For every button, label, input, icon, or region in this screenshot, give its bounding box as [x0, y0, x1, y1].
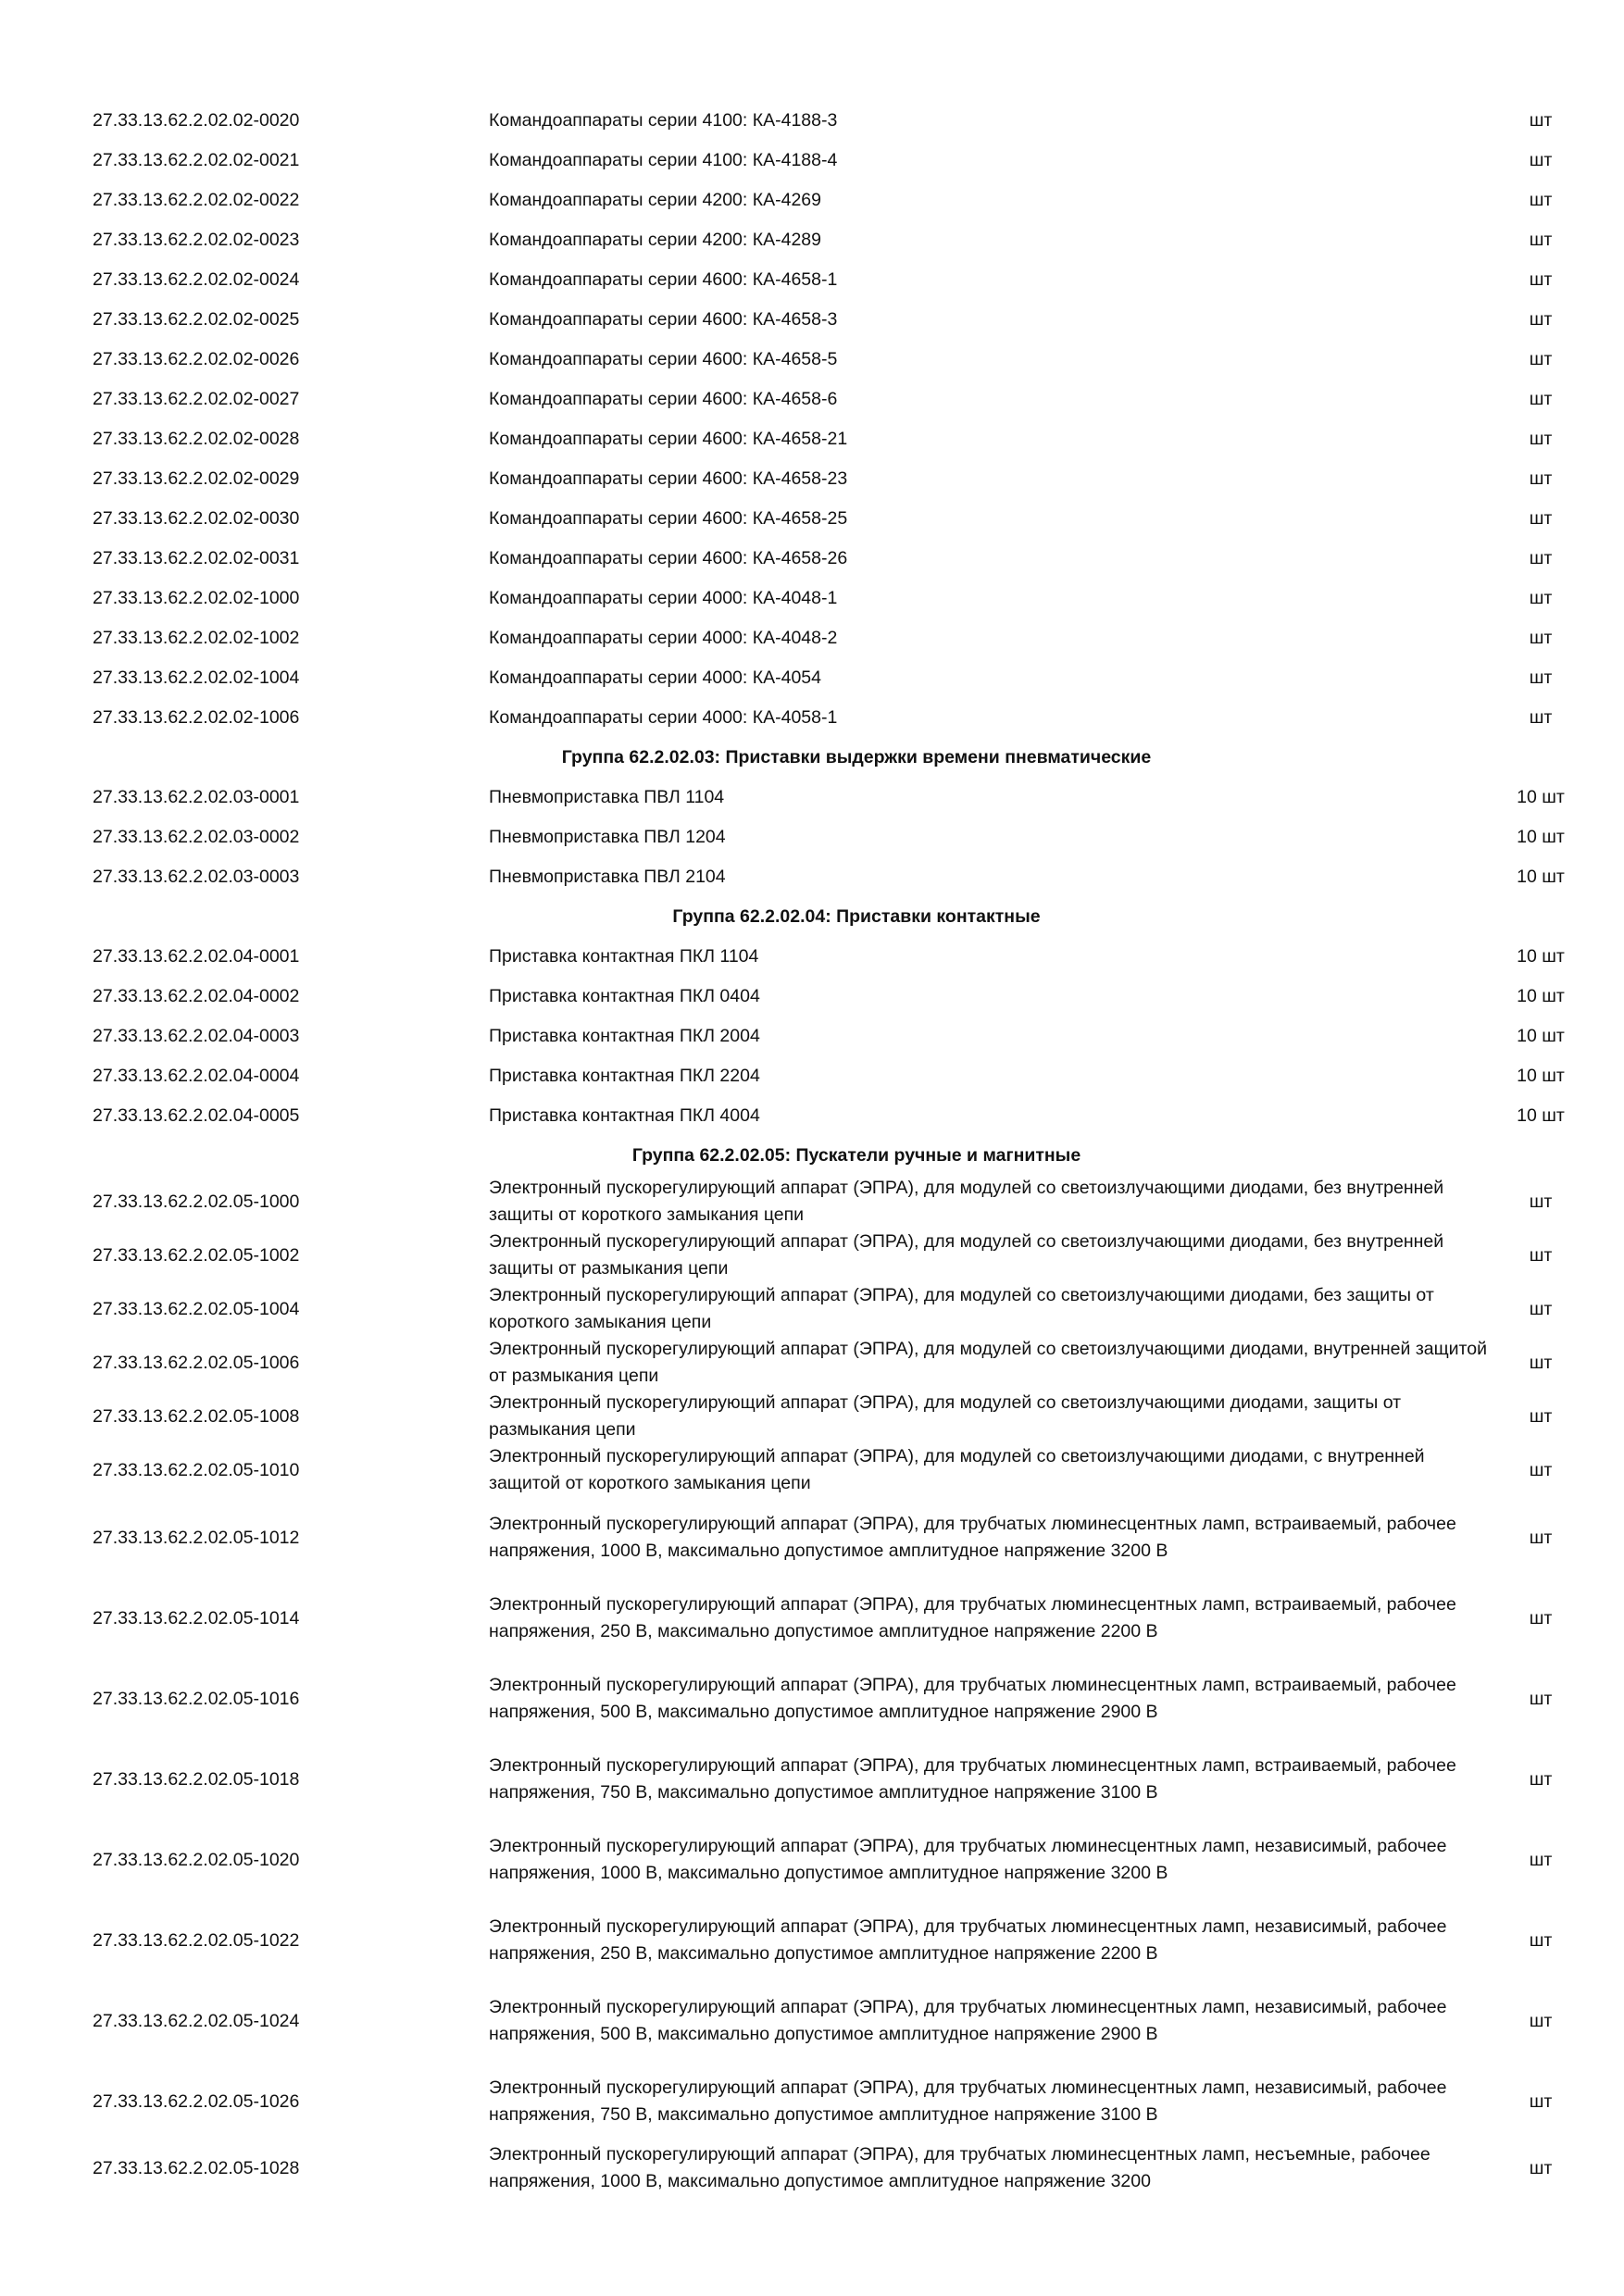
item-name: Электронный пускорегулирующий аппарат (ЭПРА), для модулей со светоизлучающими диодами, без внутренней защиты от размыкания цепи — [489, 1231, 1444, 1279]
item-code: 27.33.13.62.2.02.04-0002 — [93, 985, 300, 1006]
item-name: Электронный пускорегулирующий аппарат (ЭПРА), для модулей со светоизлучающими диодами, с внутренней защитой от короткого замыкания цепи — [489, 1446, 1425, 1493]
table-row — [93, 1443, 1583, 1497]
table-row — [93, 1390, 1583, 1443]
item-name: Приставка контактная ПКЛ 4004 — [489, 1104, 760, 1126]
item-code: 27.33.13.62.2.02.03-0003 — [93, 866, 300, 887]
item-name: Электронный пускорегулирующий аппарат (ЭПРА), для модулей со светоизлучающими диодами, без защиты от короткого замыкания цепи — [489, 1285, 1434, 1332]
item-code: 27.33.13.62.2.02.05-1028 — [93, 2158, 300, 2178]
item-unit: шт — [1529, 2158, 1553, 2178]
item-name: Командоаппараты серии 4000: КА-4054 — [489, 667, 821, 688]
item-name: Электронный пускорегулирующий аппарат (ЭПРА), для трубчатых люминесцентных ламп, независимый, рабочее напряжения, 500 В, максимально допустимое амплитудное напряжение 2900 В — [489, 1996, 1447, 2044]
table-row — [93, 1282, 1583, 1336]
table-row — [93, 856, 1583, 896]
item-code: 27.33.13.62.2.02.05-1020 — [93, 1849, 300, 1870]
item-unit: шт — [1529, 229, 1553, 250]
item-unit: 10 шт — [1517, 1065, 1565, 1086]
item-name: Приставка контактная ПКЛ 2004 — [489, 1025, 760, 1046]
item-name: Пневмоприставка ПВЛ 2104 — [489, 866, 726, 887]
item-name: Командоаппараты серии 4000: КА-4048-1 — [489, 587, 838, 608]
item-unit: шт — [1529, 2090, 1553, 2112]
table-row — [93, 1578, 1583, 1658]
item-code: 27.33.13.62.2.02.05-1002 — [93, 1245, 300, 1266]
table-row — [93, 1016, 1583, 1055]
item-name: Командоаппараты серии 4600: КА-4658-1 — [489, 268, 838, 290]
item-name: Приставка контактная ПКЛ 2204 — [489, 1065, 760, 1086]
group-header-row — [93, 896, 1583, 936]
table-row — [93, 219, 1583, 259]
table-row — [93, 498, 1583, 538]
item-name: Командоаппараты серии 4600: КА-4658-25 — [489, 507, 848, 529]
item-unit: шт — [1529, 1929, 1553, 1951]
item-name: Электронный пускорегулирующий аппарат (ЭПРА), для трубчатых люминесцентных ламп, независимый, рабочее напряжения, 750 В, максимально допустимое амплитудное напряжение 3100 В — [489, 2077, 1447, 2125]
item-unit: шт — [1529, 587, 1553, 608]
table-row — [93, 1497, 1583, 1578]
item-code: 27.33.13.62.2.02.04-0001 — [93, 945, 300, 967]
item-code: 27.33.13.62.2.02.05-1018 — [93, 1768, 300, 1790]
item-unit: шт — [1529, 388, 1553, 409]
table-row — [93, 936, 1583, 976]
table-row — [93, 697, 1583, 737]
table-row — [93, 299, 1583, 339]
table-row — [93, 180, 1583, 219]
item-code: 27.33.13.62.2.02.05-1008 — [93, 1406, 300, 1427]
item-unit: шт — [1529, 1460, 1553, 1480]
item-unit: шт — [1529, 1849, 1553, 1870]
item-unit: шт — [1529, 1607, 1553, 1628]
item-unit: шт — [1529, 308, 1553, 330]
table-row — [93, 458, 1583, 498]
item-code: 27.33.13.62.2.02.02-0020 — [93, 109, 300, 131]
item-code: 27.33.13.62.2.02.02-0024 — [93, 268, 300, 290]
item-name: Электронный пускорегулирующий аппарат (ЭПРА), для трубчатых люминесцентных ламп, независимый, рабочее напряжения, 250 В, максимально допустимое амплитудное напряжение 2200 В — [489, 1915, 1447, 1964]
item-name: Командоаппараты серии 4600: КА-4658-21 — [489, 428, 848, 449]
item-name: Командоаппараты серии 4000: КА-4058-1 — [489, 706, 838, 728]
table-row — [93, 2061, 1583, 2141]
item-code: 27.33.13.62.2.02.05-1014 — [93, 1607, 300, 1628]
item-name: Электронный пускорегулирующий аппарат (ЭПРА), для трубчатых люминесцентных ламп, несъемные, рабочее напряжения, 1000 В, максимально допустимое амплитудное напряжение 3200 — [489, 2144, 1430, 2191]
item-code: 27.33.13.62.2.02.02-0027 — [93, 388, 300, 409]
item-code: 27.33.13.62.2.02.02-0021 — [93, 149, 300, 170]
item-code: 27.33.13.62.2.02.03-0002 — [93, 826, 300, 847]
item-code: 27.33.13.62.2.02.02-0029 — [93, 468, 300, 489]
group-title: Группа 62.2.02.03: Приставки выдержки времени пневматические — [561, 746, 1152, 767]
table-row — [93, 1095, 1583, 1135]
table-row — [93, 538, 1583, 578]
item-name: Электронный пускорегулирующий аппарат (ЭПРА), для модулей со светоизлучающими диодами, без внутренней защиты от короткого замыкания цепи — [489, 1178, 1444, 1225]
item-code: 27.33.13.62.2.02.02-0028 — [93, 428, 300, 449]
table-row — [93, 1336, 1583, 1390]
item-unit: шт — [1529, 1299, 1553, 1319]
item-code: 27.33.13.62.2.02.02-0031 — [93, 547, 300, 568]
item-unit: шт — [1529, 507, 1553, 529]
table-row — [93, 418, 1583, 458]
item-code: 27.33.13.62.2.02.02-0026 — [93, 348, 300, 369]
table-row — [93, 259, 1583, 299]
item-code: 27.33.13.62.2.02.05-1016 — [93, 1688, 300, 1709]
item-name: Командоаппараты серии 4000: КА-4048-2 — [489, 627, 838, 648]
item-code: 27.33.13.62.2.02.05-1010 — [93, 1460, 300, 1480]
item-unit: шт — [1529, 149, 1553, 170]
item-name: Приставка контактная ПКЛ 0404 — [489, 985, 760, 1006]
item-code: 27.33.13.62.2.02.05-1026 — [93, 2090, 300, 2112]
item-unit: шт — [1529, 109, 1553, 131]
item-unit: шт — [1529, 547, 1553, 568]
item-name: Электронный пускорегулирующий аппарат (ЭПРА), для трубчатых люминесцентных ламп, независимый, рабочее напряжения, 1000 В, максимально допустимое амплитудное напряжение 3200 В — [489, 1835, 1447, 1883]
group-title: Группа 62.2.02.04: Приставки контактные — [672, 905, 1041, 927]
item-unit: шт — [1529, 428, 1553, 449]
item-name: Электронный пускорегулирующий аппарат (ЭПРА), для трубчатых люминесцентных ламп, встраиваемый, рабочее напряжения, 1000 В, максимально допустимое амплитудное напряжение 3200 В — [489, 1513, 1456, 1561]
item-name: Командоаппараты серии 4600: КА-4658-26 — [489, 547, 848, 568]
catalog-body — [93, 100, 1583, 2195]
item-unit: 10 шт — [1517, 985, 1565, 1006]
item-unit: шт — [1529, 468, 1553, 489]
item-name: Командоаппараты серии 4200: КА-4289 — [489, 229, 821, 250]
table-row — [93, 1819, 1583, 1900]
item-name: Электронный пускорегулирующий аппарат (ЭПРА), для трубчатых люминесцентных ламп, встраиваемый, рабочее напряжения, 750 В, максимально допустимое амплитудное напряжение 3100 В — [489, 1754, 1456, 1803]
table-row — [93, 817, 1583, 856]
item-code: 27.33.13.62.2.02.03-0001 — [93, 786, 300, 807]
item-code: 27.33.13.62.2.02.02-0025 — [93, 308, 300, 330]
item-name: Приставка контактная ПКЛ 1104 — [489, 945, 759, 967]
item-unit: шт — [1529, 1768, 1553, 1790]
table-row — [93, 657, 1583, 697]
item-name: Командоаппараты серии 4100: КА-4188-4 — [489, 149, 838, 170]
table-row — [93, 1900, 1583, 1980]
item-unit: шт — [1529, 706, 1553, 728]
item-unit: шт — [1529, 1527, 1553, 1548]
item-unit: шт — [1529, 1688, 1553, 1709]
item-unit: шт — [1529, 268, 1553, 290]
item-name: Командоаппараты серии 4600: КА-4658-23 — [489, 468, 848, 489]
item-code: 27.33.13.62.2.02.05-1000 — [93, 1192, 300, 1212]
table-row — [93, 1980, 1583, 2061]
item-code: 27.33.13.62.2.02.02-1006 — [93, 706, 300, 728]
table-row — [93, 976, 1583, 1016]
item-unit: шт — [1529, 348, 1553, 369]
item-unit: 10 шт — [1517, 786, 1565, 807]
item-name: Командоаппараты серии 4600: КА-4658-6 — [489, 388, 838, 409]
table-row — [93, 1055, 1583, 1095]
table-row — [93, 140, 1583, 180]
item-code: 27.33.13.62.2.02.04-0005 — [93, 1104, 300, 1126]
item-unit: шт — [1529, 2010, 1553, 2031]
item-unit: шт — [1529, 1245, 1553, 1266]
item-name: Электронный пускорегулирующий аппарат (ЭПРА), для модулей со светоизлучающими диодами, защиты от размыкания цепи — [489, 1392, 1402, 1440]
item-code: 27.33.13.62.2.02.05-1012 — [93, 1527, 300, 1548]
item-name: Пневмоприставка ПВЛ 1204 — [489, 826, 726, 847]
item-unit: 10 шт — [1517, 866, 1565, 887]
item-unit: 10 шт — [1517, 1025, 1565, 1046]
price-catalog-table — [93, 100, 1583, 2195]
group-title: Группа 62.2.02.05: Пускатели ручные и магнитные — [631, 1144, 1081, 1166]
item-code: 27.33.13.62.2.02.02-0022 — [93, 189, 300, 210]
item-unit: шт — [1529, 1192, 1553, 1212]
item-unit: 10 шт — [1517, 945, 1565, 967]
item-unit: 10 шт — [1517, 826, 1565, 847]
item-unit: шт — [1529, 627, 1553, 648]
item-code: 27.33.13.62.2.02.05-1004 — [93, 1299, 300, 1319]
item-unit: шт — [1529, 1353, 1553, 1373]
item-name: Командоаппараты серии 4600: КА-4658-3 — [489, 308, 838, 330]
item-name: Командоаппараты серии 4200: КА-4269 — [489, 189, 821, 210]
item-code: 27.33.13.62.2.02.04-0003 — [93, 1025, 300, 1046]
item-name: Командоаппараты серии 4600: КА-4658-5 — [489, 348, 838, 369]
item-name: Электронный пускорегулирующий аппарат (ЭПРА), для трубчатых люминесцентных ламп, встраиваемый, рабочее напряжения, 250 В, максимально допустимое амплитудное напряжение 2200 В — [489, 1593, 1456, 1641]
group-header-row — [93, 1135, 1583, 1175]
item-code: 27.33.13.62.2.02.05-1024 — [93, 2010, 300, 2031]
item-code: 27.33.13.62.2.02.02-0030 — [93, 507, 300, 529]
table-row — [93, 578, 1583, 618]
table-row — [93, 339, 1583, 379]
item-unit: 10 шт — [1517, 1104, 1565, 1126]
item-code: 27.33.13.62.2.02.02-1000 — [93, 587, 300, 608]
item-name: Командоаппараты серии 4100: КА-4188-3 — [489, 109, 838, 131]
table-row — [93, 1229, 1583, 1282]
item-code: 27.33.13.62.2.02.02-1002 — [93, 627, 300, 648]
table-row — [93, 2141, 1583, 2195]
table-row — [93, 618, 1583, 657]
item-unit: шт — [1529, 189, 1553, 210]
table-row — [93, 1739, 1583, 1819]
table-row — [93, 777, 1583, 817]
table-row — [93, 1175, 1583, 1229]
item-code: 27.33.13.62.2.02.05-1006 — [93, 1353, 300, 1373]
item-unit: шт — [1529, 1406, 1553, 1427]
item-code: 27.33.13.62.2.02.02-1004 — [93, 667, 300, 688]
group-header-row — [93, 737, 1583, 777]
table-row — [93, 100, 1583, 140]
table-row — [93, 379, 1583, 418]
item-code: 27.33.13.62.2.02.02-0023 — [93, 229, 300, 250]
item-unit: шт — [1529, 667, 1553, 688]
item-name: Электронный пускорегулирующий аппарат (ЭПРА), для трубчатых люминесцентных ламп, встраиваемый, рабочее напряжения, 500 В, максимально допустимое амплитудное напряжение 2900 В — [489, 1674, 1456, 1722]
item-name: Пневмоприставка ПВЛ 1104 — [489, 786, 725, 807]
item-code: 27.33.13.62.2.02.05-1022 — [93, 1929, 300, 1951]
item-code: 27.33.13.62.2.02.04-0004 — [93, 1065, 300, 1086]
table-row — [93, 1658, 1583, 1739]
item-name: Электронный пускорегулирующий аппарат (ЭПРА), для модулей со светоизлучающими диодами, внутренней защитой от размыкания цепи — [489, 1339, 1487, 1386]
